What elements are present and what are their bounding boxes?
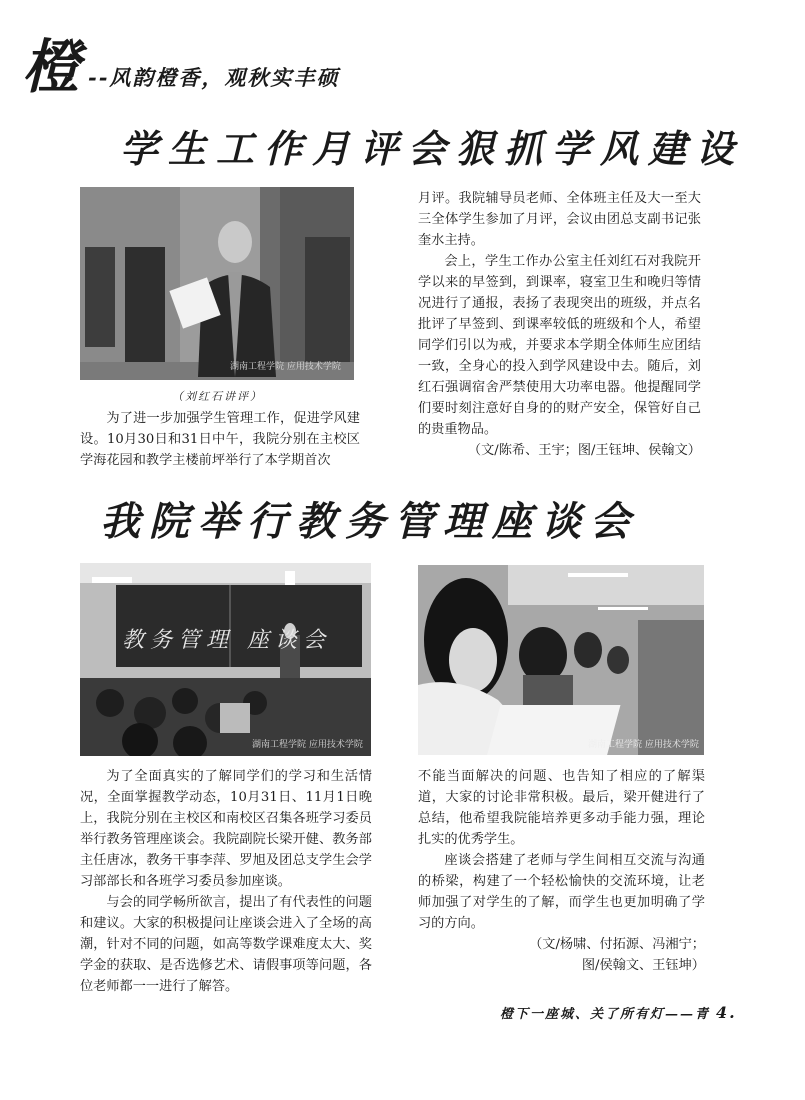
masthead-subtitle: --风韵橙香，观秋实丰硕: [88, 65, 340, 90]
article1-photo: [80, 187, 354, 380]
paragraph: 与会的同学畅所欲言，提出了有代表性的问题和建议。大家的积极提问让座谈会进入了全场的高潮，针对不同的问题，如高等数学课难度太大、奖学金的获取、是否选修艺术、请假事项等问题，各位老师都一一进行了解答。: [80, 895, 372, 994]
article2-photo-right: [418, 565, 704, 755]
masthead-logo-char: 橙: [22, 33, 81, 101]
article2-credit-line2: 图/侯翰文、王钰坤）: [581, 958, 705, 973]
paragraph: 会上，学生工作办公室主任刘红石对我院开学以来的早签到，到课率，寝室卫生和晚归等情况进行了通报，表扬了表现突出的班级，并点名批评了早签到、到课率较低的班级和个人，希望同学们引以为戒，并要求本学期全体师生应团结一致，全身心的投入到学风建设中去。随后，刘红石强调宿舍严禁使用大功率电器。他提醒同学们要时刻注意好自身的的财产安全，保管好自己的贵重物品。: [418, 254, 701, 437]
article1-col2: [418, 188, 701, 461]
footer: [500, 1003, 737, 1022]
article1-photo-watermark: 湖南工程学院 应用技术学院: [230, 362, 341, 372]
article2-photo-right-watermark: 湖南工程学院 应用技术学院: [588, 740, 699, 750]
article1-credit: （文/陈希、王宇；图/王钰坤、侯翰文）: [467, 443, 701, 458]
article2-col2: [418, 766, 705, 976]
article2-credit-line1: （文/杨啸、付拓源、冯湘宁；: [529, 937, 705, 952]
blackboard-text: 教务管理 座谈会: [122, 628, 331, 653]
article2-col1: [80, 766, 372, 997]
article2-photo-left: [80, 563, 371, 756]
article2-title: 我院举行教务管理座谈会: [100, 498, 639, 545]
footer-slogan: 橙下一座城、关了所有灯——青: [500, 1007, 711, 1022]
article2-photo-left-watermark: 湖南工程学院 应用技术学院: [252, 740, 363, 750]
article1-title: 学生工作月评会狠抓学风建设: [120, 126, 745, 171]
paragraph: 座谈会搭建了老师与学生间相互交流与沟通的桥梁，构建了一个轻松愉快的交流环境，让老师加强了对学生的了解，而学生也更加明确了学习的方向。: [418, 853, 705, 931]
article1-col1: [80, 408, 360, 471]
paragraph: 为了进一步加强学生管理工作，促进学风建设。10月30日和31日中午，我院分别在主校区学海花园和教学主楼前坪举行了本学期首次: [80, 411, 360, 468]
paragraph: 不能当面解决的问题、也告知了相应的了解渠道，大家的讨论非常积极。最后，梁开健进行了总结，他希望我院能培养更多动手能力强，理论扎实的优秀学生。: [418, 769, 705, 847]
paragraph: 月评。我院辅导员老师、全体班主任及大一至大三全体学生参加了月评，会议由团总支副书记张奎水主持。: [418, 191, 701, 248]
paragraph: 为了全面真实的了解同学们的学习和生活情况，全面掌握教学动态，10月31日、11月1日晚上，我院分别在主校区和南校区召集各班学习委员举行教务管理座谈会。我院副院长梁开健、教务部主任唐冰，教务干事李萍、罗旭及团总支学生会学习部部长和各班学习委员参加座谈。: [80, 769, 372, 889]
article1-photo-caption: （刘红石讲评）: [172, 390, 263, 403]
page-number: 4.: [716, 1003, 737, 1022]
